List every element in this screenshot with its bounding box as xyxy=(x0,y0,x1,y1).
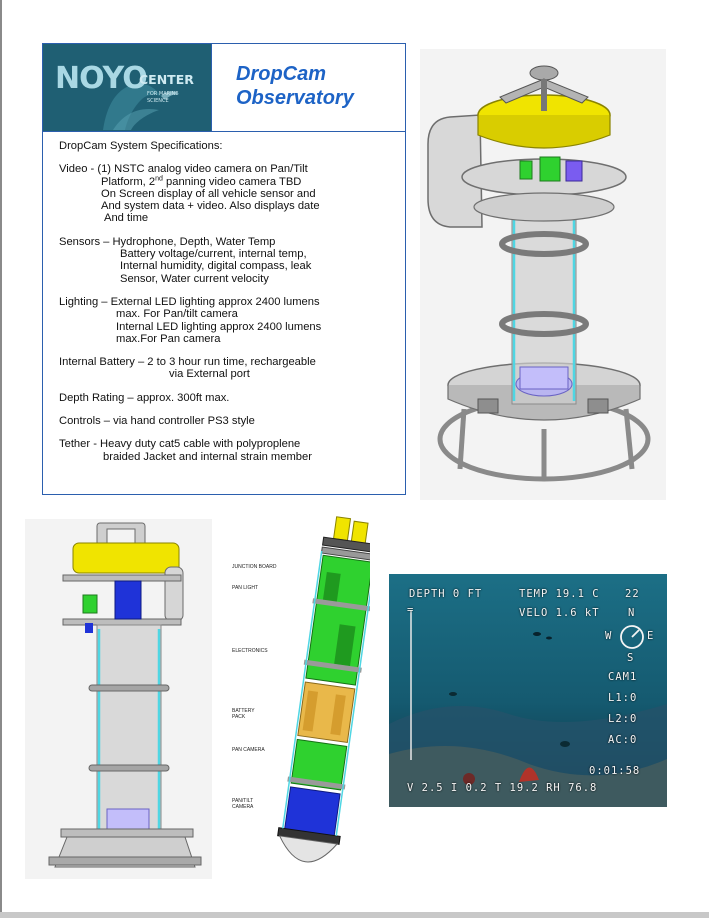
osd-compass-west: W xyxy=(605,630,613,642)
spec-sensors-line: Battery voltage/current, internal temp, xyxy=(120,248,307,261)
spec-lighting-line: max. For Pan/tilt camera xyxy=(116,308,238,321)
spec-lighting-line: Internal LED lighting approx 2400 lumens xyxy=(116,320,322,333)
spec-tether-line: braided Jacket and internal strain member xyxy=(103,450,312,463)
label-pan-light: PAN LIGHT xyxy=(232,585,259,591)
label-pantilt-line2: CAMERA xyxy=(232,804,254,810)
svg-text:NOYO: NOYO xyxy=(55,61,147,96)
osd-tilt-marker: = xyxy=(407,604,415,616)
noyo-center-logo xyxy=(43,44,211,131)
spec-video-line: On Screen display of all vehicle sensor and xyxy=(101,187,316,200)
svg-text:FOR MARINE: FOR MARINE xyxy=(147,91,179,97)
osd-status-bar: V 2.5 I 0.2 T 19.2 RH 76.8 xyxy=(407,782,598,794)
spec-lighting-line: max.For Pan camera xyxy=(116,332,221,345)
label-junction-board: JUNCTION BOARD xyxy=(232,564,277,570)
camera-video-frame xyxy=(389,574,667,807)
spec-depth-line: Depth Rating – approx. 300ft max. xyxy=(59,391,230,404)
osd-velocity: VELO 1.6 kT xyxy=(519,607,600,619)
svg-text:SCIENCE: SCIENCE xyxy=(147,98,169,104)
spec-video-line: Video - (1) NSTC analog video camera on Pan/Tilt xyxy=(59,163,308,176)
tilt-scale-icon xyxy=(407,610,415,760)
labelled-cross-section xyxy=(212,513,370,878)
osd-light-1: L1:0 xyxy=(608,692,638,704)
side-view-illustration xyxy=(25,519,212,879)
label-battery-line1: BATTERY xyxy=(232,708,255,714)
observatory-render-side xyxy=(25,519,212,879)
spec-sensors-line: Sensor, Water current velocity xyxy=(120,272,269,285)
page-left-edge xyxy=(0,0,2,918)
osd-temperature-extra: 22 xyxy=(625,588,640,600)
osd-compass-east: E xyxy=(647,630,655,642)
header-divider xyxy=(43,131,405,132)
observatory-illustration xyxy=(420,49,666,500)
label-pantilt-line1: PAN/TILT xyxy=(232,798,254,804)
logo-divider-vertical xyxy=(211,44,212,131)
label-electronics: ELECTRONICS xyxy=(232,648,268,654)
spec-video-line: And time xyxy=(104,212,149,225)
spec-controls-line: Controls – via hand controller PS3 style xyxy=(59,415,255,428)
osd-depth: DEPTH 0 FT xyxy=(409,588,483,600)
compass-icon xyxy=(617,622,647,652)
osd-compass-south: S xyxy=(627,652,635,664)
spec-sensors-line: Sensors – Hydrophone, Depth, Water Temp xyxy=(59,235,276,248)
logo-graphic xyxy=(43,44,211,131)
spec-battery-line: Internal Battery – 2 to 3 hour run time, rechargeable xyxy=(59,356,316,369)
title-line-2: Observatory xyxy=(236,87,354,109)
page-bottom-edge xyxy=(0,912,709,918)
svg-text:CENTER: CENTER xyxy=(139,72,194,87)
spec-sensors-line: Internal humidity, digital compass, leak xyxy=(120,260,312,273)
spec-panel xyxy=(42,43,406,495)
spec-video-line: And system data + video. Also displays date xyxy=(101,200,320,213)
spec-list xyxy=(59,140,399,463)
observatory-render-assembled xyxy=(420,49,666,500)
label-pan-camera: PAN CAMERA xyxy=(232,747,265,753)
title-line-1: DropCam xyxy=(236,63,327,85)
spec-heading: DropCam System Specifications: xyxy=(59,140,223,152)
spec-tether-line: Tether - Heavy duty cat5 cable with polyproplene xyxy=(59,438,301,451)
spec-video-line: Platform, 2nd panning video camera TBD xyxy=(101,174,302,188)
page-title xyxy=(236,62,396,110)
spec-battery-line: via External port xyxy=(169,368,250,381)
osd-camera: CAM1 xyxy=(608,671,638,683)
osd-temperature: TEMP 19.1 C xyxy=(519,588,600,600)
spec-lighting-line: Lighting – External LED lighting approx 2400 lumens xyxy=(59,295,320,308)
osd-time: 0:01:58 xyxy=(589,765,641,777)
osd-compass-north: N xyxy=(628,607,636,619)
label-battery-line2: PACK xyxy=(232,714,246,720)
osd-ac: AC:0 xyxy=(608,734,638,746)
osd-light-2: L2:0 xyxy=(608,713,638,725)
